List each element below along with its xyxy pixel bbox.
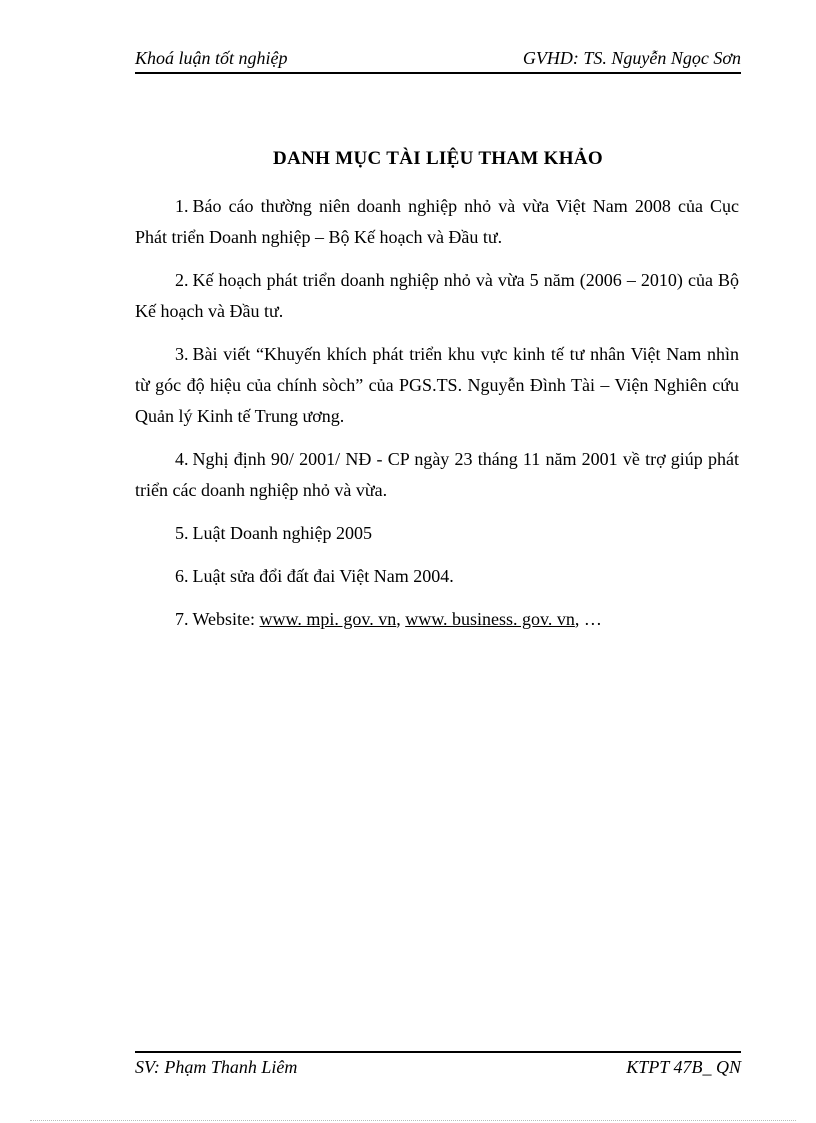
page-bottom-divider [30,1120,796,1121]
website-link-business[interactable]: www. business. gov. vn [405,609,575,629]
reference-list [135,191,739,647]
page-header [135,48,741,74]
reference-item-2: 2. Kế hoạch phát triển doanh nghiệp nhỏ và vừa 5 năm (2006 – 2010) của Bộ Kế hoạch và Đầu tư. [135,270,739,321]
reference-item-3: 3. Bài viết “Khuyến khích phát triển khu vực kinh tế tư nhân Việt Nam nhìn từ góc độ hiệu của chính sòch” của PGS.TS. Nguyễn Đình Tài – Viện Nghiên cứu Quản lý Kinh tế Trung ương. [135,344,739,426]
reference-item-5: 5. Luật Doanh nghiệp 2005 [175,523,372,543]
footer-right: KTPT 47B_ QN [626,1057,741,1077]
reference-item-1: 1. Báo cáo thường niên doanh nghiệp nhỏ và vừa Việt Nam 2008 của Cục Phát triển Doanh nghiệp – Bộ Kế hoạch và Đầu tư. [135,196,739,247]
header-left: Khoá luận tốt nghiệp [135,48,288,68]
website-link-mpi[interactable]: www. mpi. gov. vn [259,609,397,629]
reference-item-6: 6. Luật sửa đổi đất đai Việt Nam 2004. [175,566,454,586]
page-title: DANH MỤC TÀI LIỆU THAM KHẢO [273,148,603,169]
page-footer [135,1051,741,1079]
footer-left: SV: Phạm Thanh Liêm [135,1057,298,1077]
reference-item-7: 7. Website: www. mpi. gov. vn, www. business. gov. vn, … [175,609,602,629]
website-label: Website: [192,609,256,629]
header-right: GVHD: TS. Nguyễn Ngọc Sơn [522,48,741,68]
reference-item-4: 4. Nghị định 90/ 2001/ NĐ - CP ngày 23 tháng 11 năm 2001 về trợ giúp phát triển các doanh nghiệp nhỏ và vừa. [135,449,739,500]
